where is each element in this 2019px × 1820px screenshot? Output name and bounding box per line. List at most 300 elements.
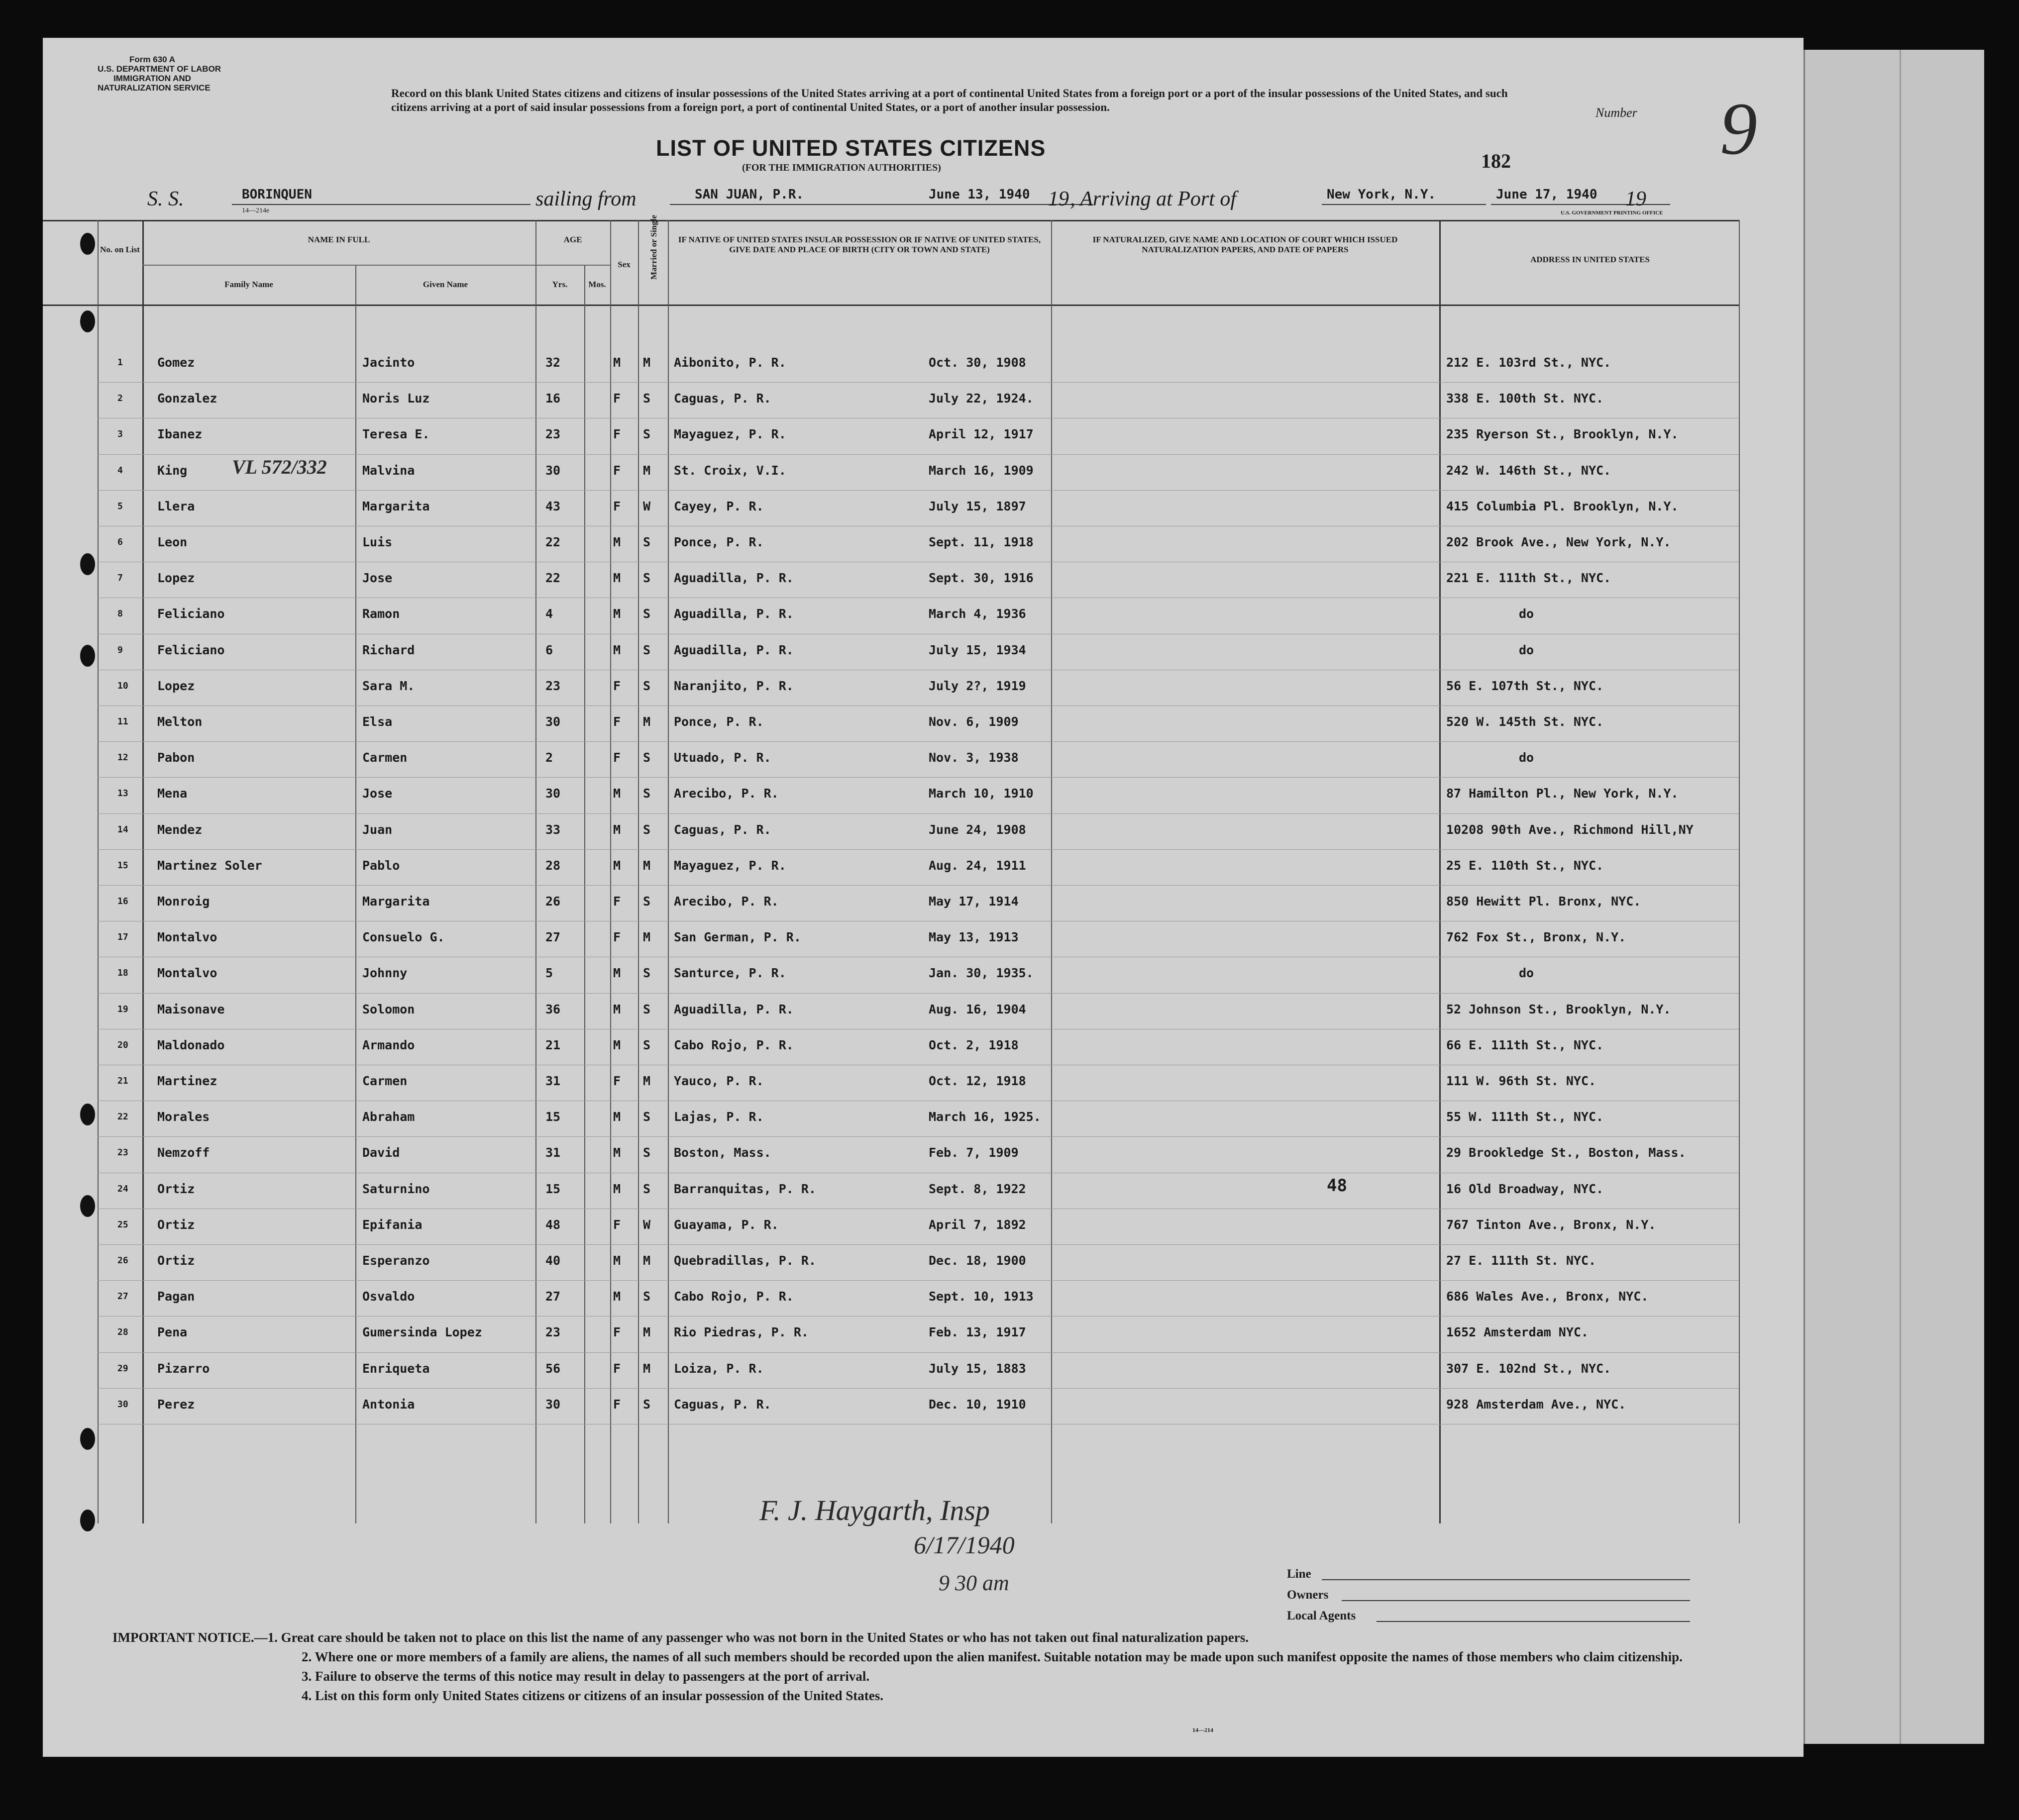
- cell-address: 66 E. 111th St., NYC.: [1446, 1037, 1604, 1052]
- cell-address: do: [1519, 607, 1534, 621]
- cell-family: Montalvo: [157, 966, 217, 981]
- cell-no: 24: [117, 1183, 128, 1194]
- cell-sex: F: [613, 1217, 621, 1232]
- cell-no: 29: [117, 1363, 128, 1374]
- cell-age: 15: [545, 1181, 561, 1196]
- cell-address: 55 W. 111th St., NYC.: [1446, 1110, 1604, 1124]
- cell-place: Aibonito, P. R.: [674, 355, 786, 370]
- cell-given: Johnny: [362, 966, 408, 981]
- cell-ms: W: [643, 1217, 651, 1232]
- cell-naturalized: 48: [1327, 1175, 1347, 1196]
- record-instructions: Record on this blank United States citizens and citizens of insular possessions of the United States arriving at a port of continental United States from a foreign port or a port of the insular possessions of the United States, and such citizens arriving at a port of said insular possessions from a foreign port, a port of continental United States, or a port of another insular possession.: [391, 87, 1508, 113]
- cell-sex: M: [613, 642, 621, 657]
- cell-age: 31: [545, 1145, 561, 1160]
- cell-ms: M: [643, 1325, 651, 1340]
- cell-date: Oct. 2, 1918: [929, 1037, 1019, 1052]
- cell-sex: F: [613, 714, 621, 729]
- passenger-table: [43, 215, 1740, 1523]
- cell-given: Margarita: [362, 894, 430, 909]
- cell-given: Jacinto: [362, 355, 415, 370]
- cell-sex: F: [613, 750, 621, 765]
- cell-no: 16: [117, 896, 128, 907]
- punch-hole: [80, 1510, 95, 1531]
- cell-address: 307 E. 102nd St., NYC.: [1446, 1361, 1611, 1376]
- cell-ms: S: [643, 427, 651, 442]
- table-row: [43, 888, 1740, 924]
- cell-family: Ortiz: [157, 1253, 195, 1268]
- cell-place: Yauco, P. R.: [674, 1074, 764, 1088]
- cell-family: Pizarro: [157, 1361, 210, 1376]
- cell-date: Aug. 24, 1911: [929, 858, 1026, 873]
- cell-no: 30: [117, 1399, 128, 1410]
- table-row: [43, 924, 1740, 960]
- cell-family: Mena: [157, 786, 188, 801]
- cell-date: Oct. 30, 1908: [929, 355, 1026, 370]
- cell-place: Quebradillas, P. R.: [674, 1253, 816, 1268]
- header-address: ADDRESS IN UNITED STATES: [1530, 255, 1650, 264]
- cell-no: 26: [117, 1255, 128, 1266]
- notice-item: 3. Failure to observe the terms of this notice may result in delay to passengers at the port of arrival.: [302, 1669, 870, 1684]
- cell-place: Santurce, P. R.: [674, 966, 786, 981]
- cell-given: Osvaldo: [362, 1289, 415, 1304]
- cell-no: 11: [117, 716, 128, 727]
- cell-no: 17: [117, 932, 128, 943]
- cell-place: Rio Piedras, P. R.: [674, 1325, 809, 1340]
- cell-date: March 10, 1910: [929, 786, 1034, 801]
- table-row: [43, 1104, 1740, 1139]
- cell-ms: M: [643, 1253, 651, 1268]
- inspector-signature: F. J. Haygarth, Insp: [759, 1494, 990, 1526]
- cell-place: Aguadilla, P. R.: [674, 1002, 794, 1016]
- cell-date: Feb. 7, 1909: [929, 1145, 1019, 1160]
- cell-address: 1652 Amsterdam NYC.: [1446, 1325, 1589, 1340]
- cell-date: July 2?, 1919: [929, 678, 1026, 693]
- year-suffix: 19: [1625, 188, 1646, 210]
- cell-ms: S: [643, 1110, 651, 1124]
- cell-given: Ramon: [362, 607, 400, 621]
- cell-sex: F: [613, 678, 621, 693]
- cell-address: 52 Johnson St., Brooklyn, N.Y.: [1446, 1002, 1671, 1016]
- department-line: IMMIGRATION AND: [113, 74, 191, 83]
- cell-sex: M: [613, 607, 621, 621]
- table-row: [43, 1391, 1740, 1427]
- cell-date: Dec. 18, 1900: [929, 1253, 1026, 1268]
- cell-date: Feb. 13, 1917: [929, 1325, 1026, 1340]
- cell-age: 27: [545, 1289, 561, 1304]
- cell-address: 202 Brook Ave., New York, N.Y.: [1446, 535, 1671, 549]
- notice-item: 4. List on this form only United States citizens or citizens of an insular possession of the United States.: [302, 1688, 884, 1703]
- header-yrs: Yrs.: [552, 280, 568, 289]
- cell-sex: M: [613, 1289, 621, 1304]
- cell-ms: S: [643, 894, 651, 909]
- notice-label: IMPORTANT NOTICE.: [112, 1630, 254, 1645]
- cell-address: do: [1519, 642, 1534, 657]
- cell-family: Mendez: [157, 822, 203, 837]
- cell-age: 23: [545, 427, 561, 442]
- cell-no: 21: [117, 1076, 128, 1086]
- cell-address: 338 E. 100th St. NYC.: [1446, 391, 1604, 406]
- cell-no: 18: [117, 968, 128, 979]
- punch-hole: [80, 553, 95, 575]
- cell-no: 5: [117, 501, 123, 511]
- cell-address: 27 E. 111th St. NYC.: [1446, 1253, 1596, 1268]
- cell-age: 43: [545, 499, 561, 513]
- cell-age: 56: [545, 1361, 561, 1376]
- cell-ms: W: [643, 499, 651, 513]
- cell-family: Nemzoff: [157, 1145, 210, 1160]
- cell-ms: M: [643, 1074, 651, 1088]
- cell-age: 23: [545, 678, 561, 693]
- arrival-date: June 17, 1940: [1496, 187, 1597, 202]
- form-number: Form 630 A: [129, 55, 175, 64]
- document-number: 182: [1481, 150, 1511, 172]
- header-mos: Mos.: [588, 280, 606, 289]
- cell-family: Ibanez: [157, 427, 203, 442]
- cell-place: Aguadilla, P. R.: [674, 642, 794, 657]
- cell-place: Loiza, P. R.: [674, 1361, 764, 1376]
- cell-given: Pablo: [362, 858, 400, 873]
- cell-family: Perez: [157, 1397, 195, 1412]
- department-line: NATURALIZATION SERVICE: [98, 83, 211, 93]
- cell-no: 12: [117, 752, 128, 763]
- cell-sex: F: [613, 1325, 621, 1340]
- cell-sex: F: [613, 894, 621, 909]
- cell-ms: M: [643, 714, 651, 729]
- table-row: [43, 744, 1740, 780]
- page-title: LIST OF UNITED STATES CITIZENS: [656, 135, 1046, 161]
- cell-no: 7: [117, 573, 123, 584]
- cell-place: Caguas, P. R.: [674, 391, 771, 406]
- cell-age: 4: [545, 607, 553, 621]
- cell-no: 3: [117, 429, 123, 440]
- cell-age: 36: [545, 1002, 561, 1016]
- cell-address: 87 Hamilton Pl., New York, N.Y.: [1446, 786, 1679, 801]
- cell-sex: F: [613, 930, 621, 945]
- print-code: 14—214e: [242, 207, 270, 214]
- cell-family: Melton: [157, 714, 203, 729]
- cell-no: 25: [117, 1219, 128, 1230]
- cell-sex: M: [613, 355, 621, 370]
- cell-ms: S: [643, 607, 651, 621]
- printer-imprint: U.S. GOVERNMENT PRINTING OFFICE: [1561, 210, 1663, 216]
- cell-age: 15: [545, 1110, 561, 1124]
- adjacent-page: [1804, 50, 1984, 1744]
- cell-given: Consuelo G.: [362, 930, 445, 945]
- cell-age: 30: [545, 786, 561, 801]
- cell-place: St. Croix, V.I.: [674, 463, 786, 478]
- cell-date: May 17, 1914: [929, 894, 1019, 909]
- cell-age: 16: [545, 391, 561, 406]
- important-notice: [112, 1628, 1755, 1706]
- cell-family: Maisonave: [157, 1002, 225, 1016]
- header-family-name: Family Name: [224, 280, 273, 289]
- table-row: [43, 1319, 1740, 1355]
- table-row: [43, 1283, 1740, 1319]
- cell-ms: S: [643, 1181, 651, 1196]
- punch-hole: [80, 645, 95, 667]
- cell-age: 26: [545, 894, 561, 909]
- cell-family: Pagan: [157, 1289, 195, 1304]
- cell-family: Gonzalez: [157, 391, 217, 406]
- arriving-label: , Arriving at Port of: [1070, 188, 1237, 210]
- cell-ms: S: [643, 1145, 651, 1160]
- cell-no: 10: [117, 680, 128, 691]
- cell-date: Nov. 3, 1938: [929, 750, 1019, 765]
- cell-family: Gomez: [157, 355, 195, 370]
- cell-sex: F: [613, 427, 621, 442]
- cell-place: Boston, Mass.: [674, 1145, 771, 1160]
- cell-ms: M: [643, 463, 651, 478]
- table-row: [43, 421, 1740, 457]
- header-married-single: Married or Single: [649, 215, 658, 280]
- table-row: [43, 1212, 1740, 1247]
- cell-given: Gumersinda Lopez: [362, 1325, 482, 1340]
- cell-sex: F: [613, 463, 621, 478]
- print-code: 14—214: [1192, 1726, 1213, 1733]
- cell-date: July 15, 1883: [929, 1361, 1026, 1376]
- cell-place: Lajas, P. R.: [674, 1110, 764, 1124]
- cell-given: Esperanzo: [362, 1253, 430, 1268]
- cell-place: Aguadilla, P. R.: [674, 607, 794, 621]
- cell-ms: S: [643, 966, 651, 981]
- punch-hole: [80, 1195, 95, 1217]
- cell-date: Sept. 11, 1918: [929, 535, 1034, 549]
- form-header: [98, 55, 221, 93]
- arrival-port: New York, N.Y.: [1327, 187, 1436, 202]
- cell-sex: M: [613, 966, 621, 981]
- cell-ms: S: [643, 642, 651, 657]
- cell-given: Sara M.: [362, 678, 415, 693]
- cell-address: 16 Old Broadway, NYC.: [1446, 1181, 1604, 1196]
- number-label: Number: [1595, 105, 1637, 120]
- cell-date: Sept. 10, 1913: [929, 1289, 1034, 1304]
- cell-no: 2: [117, 393, 123, 404]
- cell-date: July 22, 1924.: [929, 391, 1034, 406]
- cell-date: March 4, 1936: [929, 607, 1026, 621]
- header-age: AGE: [563, 235, 582, 244]
- ss-label: S. S.: [147, 188, 184, 210]
- notice-item: 2. Where one or more members of a family are aliens, the names of all such members should be recorded upon the alien manifest. Suitable notation may be made upon such manifest opposite the names of those members who claim citizenship.: [302, 1649, 1683, 1664]
- cell-sex: M: [613, 1145, 621, 1160]
- cell-address: 767 Tinton Ave., Bronx, N.Y.: [1446, 1217, 1656, 1232]
- cell-no: 13: [117, 788, 128, 799]
- cell-ms: M: [643, 930, 651, 945]
- cell-given: Abraham: [362, 1110, 415, 1124]
- cell-ms: S: [643, 750, 651, 765]
- cell-date: Aug. 16, 1904: [929, 1002, 1026, 1016]
- cell-place: Ponce, P. R.: [674, 535, 764, 549]
- cell-place: Mayaguez, P. R.: [674, 858, 786, 873]
- cell-given: Carmen: [362, 1074, 408, 1088]
- cell-sex: M: [613, 1181, 621, 1196]
- table-row: [43, 601, 1740, 636]
- cell-no: 4: [117, 465, 123, 476]
- cell-no: 20: [117, 1039, 128, 1050]
- sail-date: June 13, 1940: [929, 187, 1030, 202]
- sailing-label: sailing from: [535, 188, 637, 210]
- cell-address: 10208 90th Ave., Richmond Hill,NY: [1446, 822, 1694, 837]
- cell-date: March 16, 1909: [929, 463, 1034, 478]
- signature-date: 6/17/1940: [914, 1531, 1015, 1559]
- cell-given: Margarita: [362, 499, 430, 513]
- table-row: [43, 780, 1740, 816]
- cell-age: 2: [545, 750, 553, 765]
- table-row: [43, 1032, 1740, 1068]
- cell-place: Caguas, P. R.: [674, 1397, 771, 1412]
- cell-given: Juan: [362, 822, 393, 837]
- cell-age: 32: [545, 355, 561, 370]
- cell-no: 1: [117, 357, 123, 368]
- cell-family: Ortiz: [157, 1181, 195, 1196]
- cell-date: Sept. 30, 1916: [929, 571, 1034, 586]
- cell-date: March 16, 1925.: [929, 1110, 1041, 1124]
- cell-ms: S: [643, 1397, 651, 1412]
- table-row: [43, 1355, 1740, 1391]
- year-suffix: 19: [1048, 188, 1069, 210]
- local-agents-label: Local Agents: [1287, 1609, 1356, 1622]
- cell-family: Monroig: [157, 894, 210, 909]
- cell-given: Malvina: [362, 463, 415, 478]
- cell-family: Feliciano: [157, 642, 225, 657]
- cell-address: 242 W. 146th St., NYC.: [1446, 463, 1611, 478]
- cell-address: 111 W. 96th St. NYC.: [1446, 1074, 1596, 1088]
- cell-given: Antonia: [362, 1397, 415, 1412]
- header-birth: IF NATIVE OF UNITED STATES INSULAR POSSESSION OR IF NATIVE OF UNITED STATES, GIVE DATE AND PLACE OF BIRTH (CITY OR TOWN AND STATE): [678, 235, 1041, 254]
- cell-place: Utuado, P. R.: [674, 750, 771, 765]
- manifest-page: [43, 38, 1804, 1757]
- cell-place: Cayey, P. R.: [674, 499, 764, 513]
- cell-family: Ortiz: [157, 1217, 195, 1232]
- signature-time: 9 30 am: [939, 1571, 1009, 1595]
- cell-address: 520 W. 145th St. NYC.: [1446, 714, 1604, 729]
- table-row: [43, 960, 1740, 996]
- cell-date: May 13, 1913: [929, 930, 1019, 945]
- cell-given: Armando: [362, 1037, 415, 1052]
- cell-address: 850 Hewitt Pl. Bronx, NYC.: [1446, 894, 1641, 909]
- cell-age: 48: [545, 1217, 561, 1232]
- cell-date: Oct. 12, 1918: [929, 1074, 1026, 1088]
- cell-date: June 24, 1908: [929, 822, 1026, 837]
- cell-address: 686 Wales Ave., Bronx, NYC.: [1446, 1289, 1649, 1304]
- cell-ms: S: [643, 1289, 651, 1304]
- cell-age: 27: [545, 930, 561, 945]
- cell-age: 28: [545, 858, 561, 873]
- table-row: [43, 529, 1740, 565]
- cell-age: 30: [545, 714, 561, 729]
- cell-no: 8: [117, 608, 123, 619]
- cell-family: Martinez Soler: [157, 858, 262, 873]
- header-sex: Sex: [618, 260, 631, 269]
- cell-family: Llera: [157, 499, 195, 513]
- owners-label: Owners: [1287, 1588, 1329, 1602]
- cell-date: Nov. 6, 1909: [929, 714, 1019, 729]
- cell-ms: S: [643, 786, 651, 801]
- cell-place: Ponce, P. R.: [674, 714, 764, 729]
- cell-address: 415 Columbia Pl. Brooklyn, N.Y.: [1446, 499, 1679, 513]
- cell-ms: M: [643, 1361, 651, 1376]
- cell-sex: M: [613, 1110, 621, 1124]
- punch-hole: [80, 1428, 95, 1450]
- table-row: [43, 1139, 1740, 1175]
- cell-place: Cabo Rojo, P. R.: [674, 1037, 794, 1052]
- cell-no: 28: [117, 1327, 128, 1338]
- cell-age: 40: [545, 1253, 561, 1268]
- page-subtitle: (FOR THE IMMIGRATION AUTHORITIES): [742, 162, 941, 173]
- cell-place: Guayama, P. R.: [674, 1217, 779, 1232]
- cell-no: 23: [117, 1147, 128, 1158]
- cell-no: 22: [117, 1112, 128, 1122]
- notice-item: IMPORTANT NOTICE.—1. Great care should be taken not to place on this list the name of any passenger who was not born in the United States or who has not taken out final naturalization papers.: [112, 1630, 1249, 1645]
- cell-place: Arecibo, P. R.: [674, 894, 779, 909]
- cell-ms: S: [643, 1037, 651, 1052]
- cell-address: 212 E. 103rd St., NYC.: [1446, 355, 1611, 370]
- cell-date: Dec. 10, 1910: [929, 1397, 1026, 1412]
- cell-address: 221 E. 111th St., NYC.: [1446, 571, 1611, 586]
- cell-age: 5: [545, 966, 553, 981]
- cell-date: April 12, 1917: [929, 427, 1034, 442]
- header-given-name: Given Name: [423, 280, 468, 289]
- cell-age: 30: [545, 463, 561, 478]
- punch-hole: [80, 1104, 95, 1125]
- cell-place: Mayaguez, P. R.: [674, 427, 786, 442]
- table-row: [43, 816, 1740, 852]
- cell-sex: M: [613, 858, 621, 873]
- table-row: [43, 385, 1740, 421]
- cell-age: 33: [545, 822, 561, 837]
- cell-place: Caguas, P. R.: [674, 822, 771, 837]
- cell-no: 15: [117, 860, 128, 871]
- cell-address: 56 E. 107th St., NYC.: [1446, 678, 1604, 693]
- cell-sex: M: [613, 1253, 621, 1268]
- cell-given: Saturnino: [362, 1181, 430, 1196]
- cell-given: Epifania: [362, 1217, 423, 1232]
- cell-age: 21: [545, 1037, 561, 1052]
- table-row: [43, 565, 1740, 601]
- table-row: [43, 493, 1740, 529]
- cell-family: Feliciano: [157, 607, 225, 621]
- ship-name: BORINQUEN: [242, 187, 312, 202]
- cell-date: April 7, 1892: [929, 1217, 1026, 1232]
- cell-given: Richard: [362, 642, 415, 657]
- table-row: [43, 1068, 1740, 1104]
- cell-sex: M: [613, 571, 621, 586]
- cell-family: Martinez: [157, 1074, 217, 1088]
- table-row: [43, 1176, 1740, 1212]
- cell-no: 6: [117, 537, 123, 547]
- cell-sex: F: [613, 391, 621, 406]
- cell-sex: M: [613, 786, 621, 801]
- cell-given: Luis: [362, 535, 393, 549]
- department-line: U.S. DEPARTMENT OF LABOR: [98, 64, 221, 74]
- cell-sex: M: [613, 535, 621, 549]
- cell-sex: F: [613, 1074, 621, 1088]
- punch-hole: [80, 233, 95, 255]
- cell-ms: S: [643, 571, 651, 586]
- cell-given: Enriqueta: [362, 1361, 430, 1376]
- cell-given: Solomon: [362, 1002, 415, 1016]
- cell-ms: S: [643, 822, 651, 837]
- cell-given: Jose: [362, 786, 393, 801]
- cell-no: 9: [117, 644, 123, 655]
- header-no: No. on List: [100, 245, 140, 254]
- cell-place: Naranjito, P. R.: [674, 678, 794, 693]
- cell-sex: M: [613, 822, 621, 837]
- cell-sex: F: [613, 1361, 621, 1376]
- cell-given: Carmen: [362, 750, 408, 765]
- cell-family: Morales: [157, 1110, 210, 1124]
- cell-sex: F: [613, 499, 621, 513]
- cell-address: 762 Fox St., Bronx, N.Y.: [1446, 930, 1626, 945]
